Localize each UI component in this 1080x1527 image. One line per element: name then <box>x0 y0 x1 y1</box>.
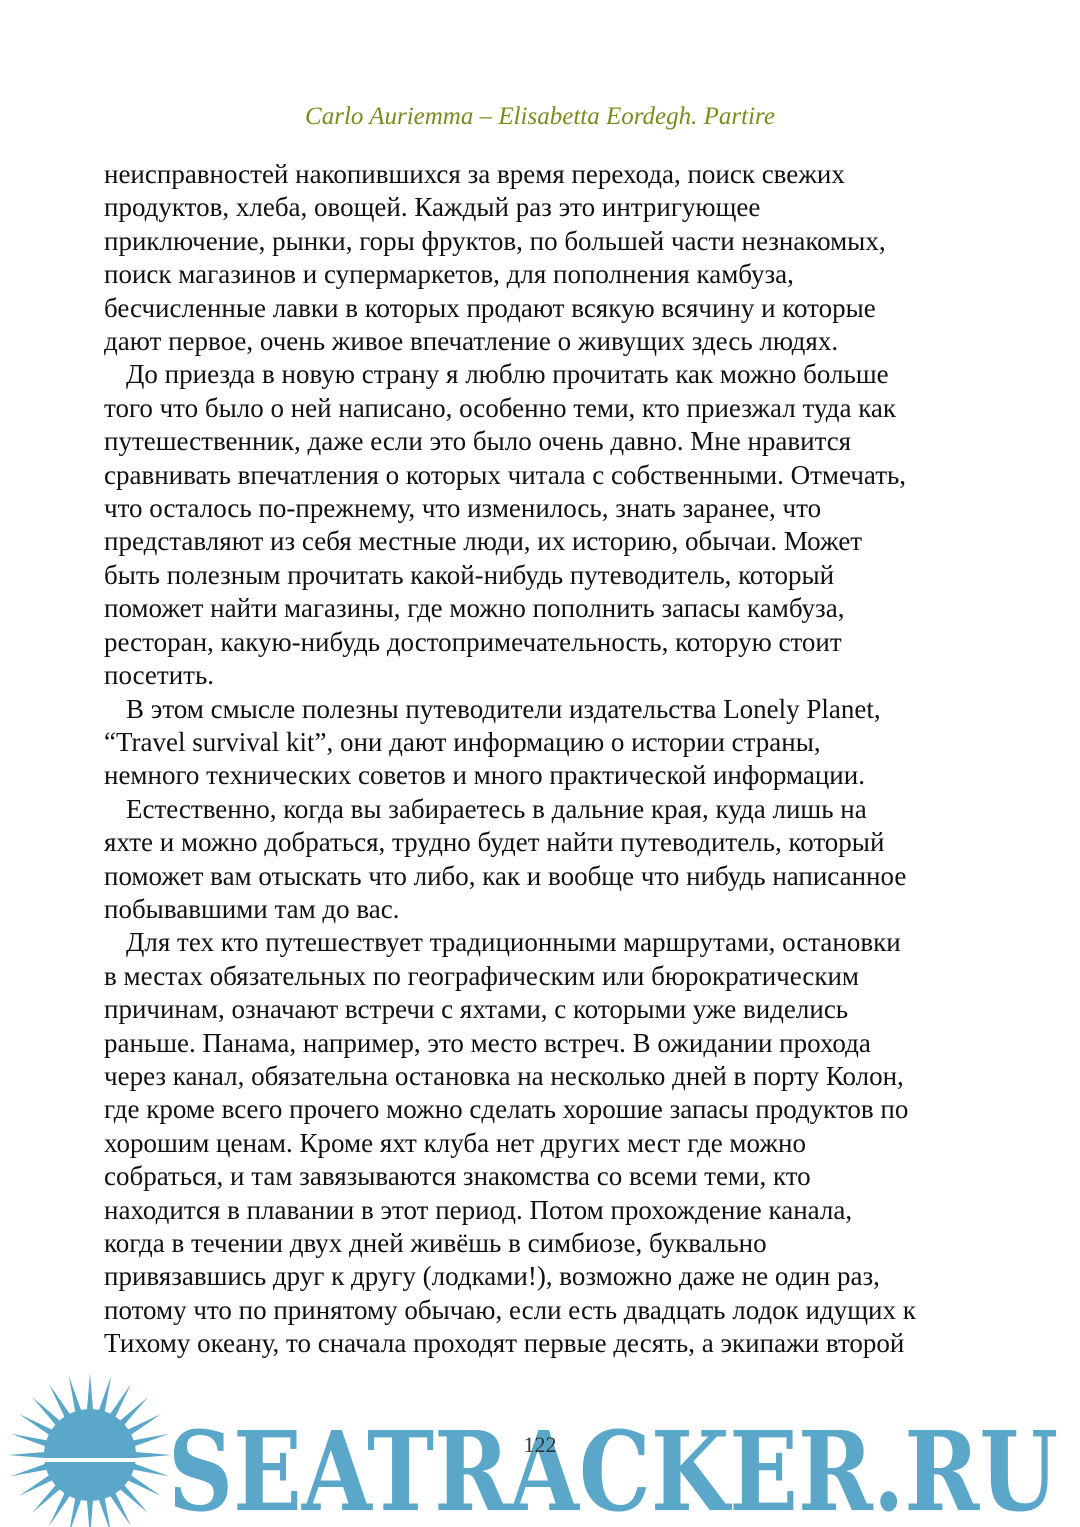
sun-ray <box>32 1397 61 1426</box>
sun-ray <box>98 1497 111 1527</box>
sun-ray <box>11 1463 49 1476</box>
text-line: представляют из себя местные люди, их историю, обычаи. Может <box>104 526 863 557</box>
sun-ray <box>69 1376 82 1414</box>
page-number: 122 <box>523 1432 557 1457</box>
sun-ray <box>109 1384 131 1419</box>
sun-ray <box>109 1491 131 1526</box>
text-line: Естественно, когда вы забираетесь в дальние края, куда лишь на <box>126 793 867 824</box>
sun-ray <box>132 1463 170 1476</box>
sun-ray <box>87 1373 93 1411</box>
sun-ray <box>119 1484 148 1513</box>
paragraph <box>104 793 984 927</box>
paragraph <box>104 358 984 692</box>
text-line: быть полезным прочитать какой-нибудь путеводитель, который <box>104 559 835 590</box>
text-line: причинам, означают встречи с яхтами, с которыми уже виделись <box>104 994 849 1025</box>
sun-ray <box>87 1499 93 1527</box>
text-line: поможет вам отыскать что либо, как и вообще что нибудь написанное <box>104 860 907 891</box>
sun-ray <box>49 1491 71 1526</box>
text-line: Для тех кто путешествует традиционными маршрутами, остановки <box>126 927 901 958</box>
sun-ray <box>19 1474 54 1496</box>
text-line: через канал, обязательна остановка на несколько дней в порту Колон, <box>104 1060 904 1091</box>
text-line: поиск магазинов и супермаркетов, для пополнения камбуза, <box>104 259 794 290</box>
text-line: находится в плавании в этот период. Потом прохождение канала, <box>104 1194 853 1225</box>
text-line: продуктов, хлеба, овощей. Каждый раз это интригующее <box>104 192 761 223</box>
text-line: посетить. <box>104 660 215 691</box>
text-line: когда в течении двух дней живёшь в симбиозе, буквально <box>104 1228 767 1258</box>
text-line: побывавшими там до вас. <box>104 893 400 924</box>
body-text <box>104 158 984 1361</box>
sun-ray <box>126 1474 161 1496</box>
text-line: ресторан, какую-нибудь достопримечательность, которую стоит <box>104 626 842 657</box>
sun-ray <box>119 1397 148 1426</box>
text-line: приключение, рынки, горы фруктов, по большей части незнакомых, <box>104 225 886 256</box>
text-line: привязавшись друг к другу (лодками!), возможно даже не один раз, <box>104 1261 880 1292</box>
paragraph <box>104 926 984 1360</box>
text-line: где кроме всего прочего можно сделать хорошие запасы продуктов по <box>104 1094 909 1125</box>
text-line: дают первое, очень живое впечатление о живущих здесь людях. <box>104 326 839 357</box>
text-line: До приезда в новую страну я люблю прочитать как можно больше <box>126 359 889 390</box>
text-line: потому что по принятому обычаю, если есть двадцать лодок идущих к <box>104 1294 916 1325</box>
text-line: Тихому океану, то сначала проходят первые десять, а экипажи второй <box>104 1328 905 1359</box>
paragraph <box>104 158 984 358</box>
text-line: путешественник, даже если это было очень давно. Мне нравится <box>104 426 852 457</box>
watermark-text: SEATRACKER.RU <box>168 1407 1058 1527</box>
text-line: сравнивать впечатления о которых читала с собственными. Отмечать, <box>104 459 907 490</box>
text-line: раньше. Панама, например, это место встреч. В ожидании прохода <box>104 1027 871 1058</box>
text-line: яхте и можно добраться, трудно будет найти путеводитель, который <box>104 827 885 858</box>
text-line: неисправностей накопившихся за время перехода, поиск свежих <box>104 159 845 189</box>
text-line: собраться, и там завязываются знакомства со всеми теми, кто <box>104 1161 811 1192</box>
text-line: что осталось по-прежнему, что изменилось, знать заранее, что <box>104 493 822 524</box>
paragraph <box>104 693 984 793</box>
sun-ray <box>49 1384 71 1419</box>
sun-ray <box>69 1497 82 1527</box>
text-line: в местах обязательных по географическим или бюрократическим <box>104 960 860 991</box>
text-line: того что было о ней написано, особенно теми, кто приезжал туда как <box>104 392 897 423</box>
running-header: Carlo Auriemma – Elisabetta Eordegh. Partire <box>305 103 775 130</box>
sun-ray <box>98 1376 111 1414</box>
sun-ray <box>32 1484 61 1513</box>
text-line: бесчисленные лавки в которых продают всякую всячину и которые <box>104 292 876 323</box>
text-line: немного технических советов и много практической информации. <box>104 760 865 791</box>
text-line: поможет найти магазины, где можно пополнить запасы камбуза, <box>104 593 845 624</box>
text-line: В этом смысле полезны путеводители издательства Lonely Planet, <box>126 693 881 724</box>
text-line: “Travel survival kit”, они дают информацию о истории страны, <box>104 726 821 757</box>
text-line: хорошим ценам. Кроме яхт клуба нет других мест где можно <box>104 1127 806 1158</box>
